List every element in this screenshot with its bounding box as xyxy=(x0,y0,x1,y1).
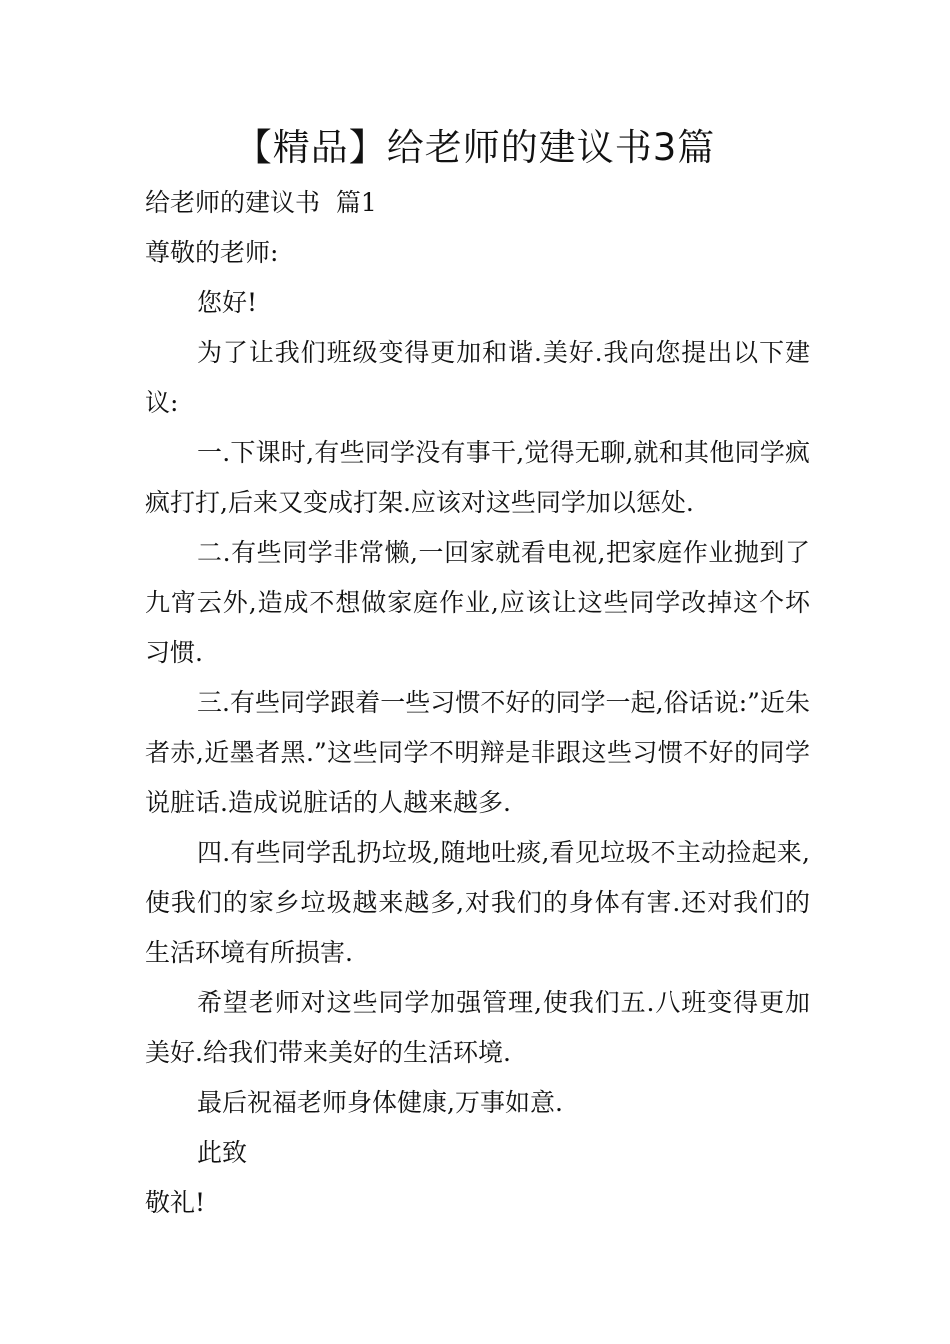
body-paragraph: 三.有些同学跟着一些习惯不好的同学一起,俗话说:”近朱者赤,近墨者黑.”这些同学不明辩是非跟这些习惯不好的同学说脏话.造成说脏话的人越来越多. xyxy=(145,688,810,817)
greeting: 您好! xyxy=(197,288,258,317)
body-paragraph: 为了让我们班级变得更加和谐.美好.我向您提出以下建议: xyxy=(145,338,810,417)
closing-line: 此致 xyxy=(197,1138,248,1167)
body-paragraph: 二.有些同学非常懒,一回家就看电视,把家庭作业抛到了九宵云外,造成不想做家庭作业,应该让这些同学改掉这个坏习惯. xyxy=(145,538,810,667)
body-paragraph: 一.下课时,有些同学没有事干,觉得无聊,就和其他同学疯疯打打,后来又变成打架.应该对这些同学加以惩处. xyxy=(145,438,810,517)
document-title: 【精品】给老师的建议书3篇 xyxy=(234,126,716,169)
body-paragraph: 最后祝福老师身体健康,万事如意. xyxy=(197,1088,563,1117)
salutation: 尊敬的老师: xyxy=(145,238,279,267)
body-paragraph: 四.有些同学乱扔垃圾,随地吐痰,看见垃圾不主动捡起来,使我们的家乡垃圾越来越多,对我们的身体有害.还对我们的生活环境有所损害. xyxy=(145,838,810,967)
section-heading: 给老师的建议书 篇1 xyxy=(145,188,377,217)
body-paragraph: 希望老师对这些同学加强管理,使我们五.八班变得更加美好.给我们带来美好的生活环境. xyxy=(145,988,810,1067)
closing-salute: 敬礼! xyxy=(145,1188,206,1217)
document-body xyxy=(145,178,810,1228)
